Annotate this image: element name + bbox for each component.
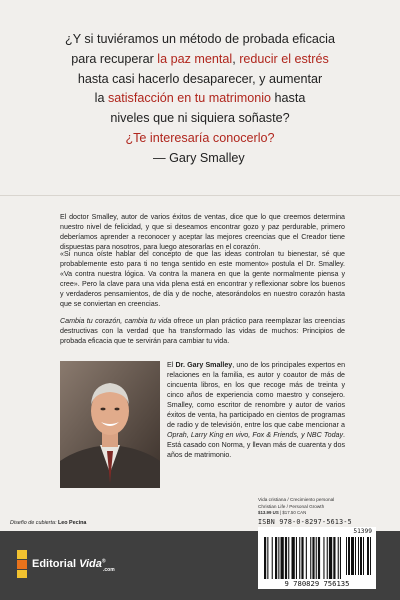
publisher-name-vida: Vida [79,558,102,570]
quote-text: hasta [271,91,306,106]
barcode-bar [310,537,311,579]
quote-line-5: niveles que ni siquiera soñaste? [110,111,290,126]
barcode-bar [340,537,341,579]
bio-text: . Está casado con Norma, y llevan más de cuarenta y dos años de matrimonio. [167,430,345,459]
quote-question: ¿Te interesaría conocerlo? [125,130,275,145]
quote-text: , [232,51,240,66]
barcode-bar [288,537,289,579]
bio-shows: Oprah, Larry King en vivo, Fox & Friends, y NBC Today [167,430,344,439]
barcode-bar [367,537,369,575]
barcode-bar [316,537,317,579]
quote-highlight: la paz mental [157,51,233,66]
price-can: | $17.50 CAN [278,510,307,515]
barcode-bar [329,537,332,579]
barcode-bar [333,537,335,579]
quote-line-3: hasta casi hacerlo desaparecer, y aumentar [77,71,323,86]
quote-line-4 [30,89,370,109]
publisher-name-part: Editorial [32,558,80,570]
author-photo [60,361,160,488]
category-en: Christian Life / Personal Growth [258,503,325,509]
barcode-bar [272,537,273,579]
barcode-bar [327,537,328,579]
publisher-name [32,558,106,570]
barcode-bar [267,537,268,579]
cover-design-credit [10,520,86,526]
barcode-bar [278,537,279,579]
price [258,510,306,515]
description-paragraph-1: El doctor Smalley, autor de varios éxitos de ventas, dice que lo que creemos determina nuestro nivel de felicidad, y que si deseamos encontrar gozo y paz perdurable, primero deberíamos aprender a reconocer y aceptar las mejores creencias que el Creador tiene dispuestas para nosotros, para luego atesorarlas en el corazón. [60,213,345,251]
barcode-bar [312,537,314,579]
barcode-bar [346,537,347,575]
publisher-logo [17,549,115,579]
barcode-bar [318,537,320,579]
quote-highlight: reducir el estrés [239,51,329,66]
barcode-bar [323,537,324,579]
barcode-bar [301,537,303,579]
barcode-bar [264,537,266,579]
barcode-bar [285,537,287,579]
barcode-bar [292,537,295,579]
barcode-bar [338,537,339,579]
category-es: Vida cristiana / Crecimiento personal [258,497,335,502]
description-paragraph-2: «Si nunca oíste hablar del concepto de que las ideas controlan tu bienestar, sé que probablemente esto para ti no tenga sentido en este momento» postula el Dr. Smalley. «Va contra nuestra lógica. Va contra la manera en que la gente normalmente piensa y cree». Pero la clave para una vida plena está en encontrar y reflexionar sobre los buenos y verdaderos pensamientos, de día y de noche, atesorándolos en nuestro corazón hasta que se conviertan en creencias. [60,250,345,308]
author-bio [167,361,345,461]
barcode-bar [358,537,359,575]
barcode-bar [306,537,307,579]
barcode-bar [281,537,284,579]
paragraph-text: ofrece un plan práctico para reemplazar las creencias destructivas con la verdad que ha transformado las vidas de muchos: Principios de probada eficacia que te servirán para cambiar tu vida. [60,317,345,345]
barcode-bar [363,537,364,575]
barcode-bar [355,537,356,575]
bio-text: El [167,361,176,369]
quote-highlight: satisfacción en tu matrimonio [107,91,272,106]
quote-line-2 [30,50,370,70]
description-paragraph-3 [60,317,345,347]
divider [0,195,400,196]
author-name: Dr. Gary Smalley [175,361,233,369]
barcode [258,527,376,589]
barcode-bar [351,537,354,575]
barcode-bar [348,537,350,575]
publisher-dotcom: .com [103,567,115,573]
barcode-number: 9 780829 756135 [284,579,350,588]
isbn: ISBN 978-0-8297-5613-5 [258,518,352,526]
cover-quote [30,30,370,169]
quote-line-1: ¿Y si tuviéramos un método de probada eficacia [65,32,335,46]
barcode-bar [296,537,297,579]
designer-name: Leo Pecina [57,520,87,526]
price-us: $13.99 US [258,510,279,515]
quote-author: — Gary Smalley [153,150,245,165]
barcode-bar [360,537,362,575]
price-code: 51399 [353,528,372,535]
quote-text: para recuperar [71,51,158,66]
design-label: Diseño de cubierta: [10,520,57,526]
barcode-bar [299,537,300,579]
barcode-bar [370,537,371,575]
quote-text: la [94,91,108,106]
book-title: Cambia tu corazón, cambia tu vida [60,317,172,325]
barcode-bar [275,537,277,579]
flame-icon [17,550,27,578]
book-category [258,497,368,510]
bio-text: , uno de los principales expertos en relaciones en la familia, es autor y coautor de más de cincuenta libros, en los que recoge más de treinta y cinco años de experiencia como maestro y consejero. Smalley, como escritor de renombre y autor de varios éxitos de venta, ha participado en cientos de programas de radio y de televisión, entre los que cabe mencionar a [167,361,346,429]
registered-mark: ® [101,558,106,565]
